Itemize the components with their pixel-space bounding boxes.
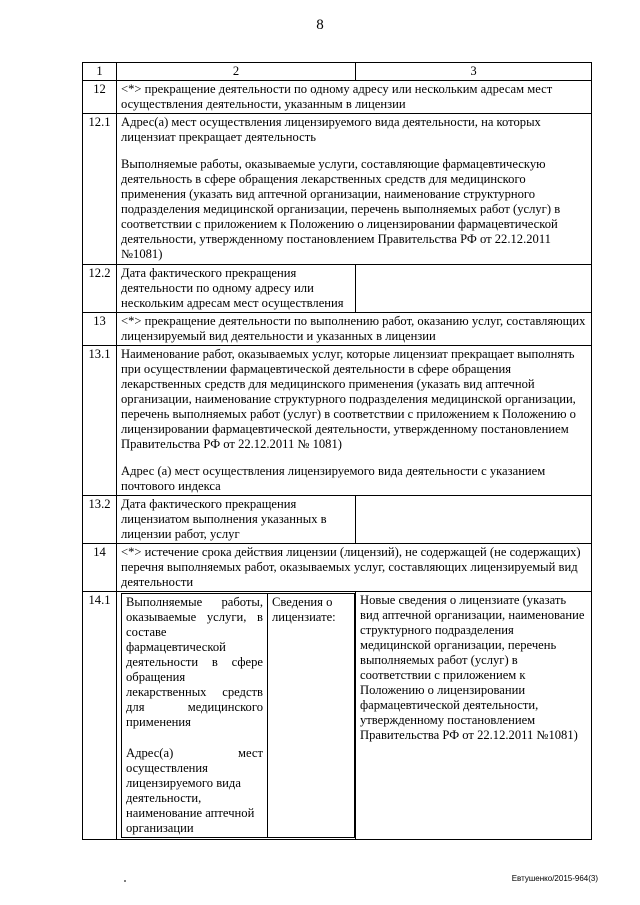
row-13-1 — [83, 346, 592, 496]
row-number: 12.2 — [83, 265, 117, 313]
row-text: Адрес (а) мест осуществления лицензируемого вида деятельности с указанием почтового индекса — [121, 464, 546, 493]
row-text: Адрес(а) мест осуществления лицензируемого вида деятельности, на которых лицензиат прекращает деятельность — [121, 115, 541, 144]
row-number: 13.1 — [83, 346, 117, 496]
row-text: Дата фактического прекращения лицензиатом выполнения указанных в лицензии работ, услуг — [117, 496, 356, 544]
address-label: Адрес(а) — [126, 746, 174, 760]
column-header-row — [83, 63, 592, 81]
row-number: 14.1 — [83, 592, 117, 840]
column-header-2: 2 — [117, 63, 356, 81]
form-table — [82, 62, 592, 840]
row-text: Дата фактического прекращения деятельности по одному адресу или нескольким адресам мест осуществления — [117, 265, 356, 313]
row-12-2 — [83, 265, 592, 313]
row-number: 13.2 — [83, 496, 117, 544]
row-14 — [83, 544, 592, 592]
row-13 — [83, 313, 592, 346]
row-number: 14 — [83, 544, 117, 592]
row-13-2 — [83, 496, 592, 544]
page-number: 8 — [316, 17, 324, 33]
row-12 — [83, 81, 592, 114]
scan-speck — [124, 880, 126, 882]
value-cell — [356, 496, 592, 544]
column-header-1: 1 — [83, 63, 117, 81]
row-number: 12.1 — [83, 114, 117, 265]
column-header-3: 3 — [356, 63, 592, 81]
services-text: Выполняемые работы, оказываемые услуги, в составе фармацевтической деятельности в сфере обращения лекарственных средств для медицинского применения — [126, 595, 263, 729]
new-licensee-info-text: Новые сведения о лицензиате (указать вид аптечной организации, наименование структурного подразделения медицинской организации, перечень выполняемых работ (услуг) в соответствии с приложением к Положению о лицензировании фармацевтической деятельности, утвержденному постановлением Правительства РФ от 22.12.2011 №1081) — [356, 592, 592, 840]
row-14-1 — [83, 592, 592, 840]
row-12-1 — [83, 114, 592, 265]
row-text: Выполняемые работы, оказываемые услуги, составляющие фармацевтическую деятельность в сфере обращения лекарственных средств для медицинского применения (указать вид аптечной организации, наименование структурного подразделения медицинской организации, перечень выполняемых работ (услуг) в соответствии с приложением к Положению о лицензировании фармацевтической деятельности, утвержденному постановлением Правительства РФ от 22.12.2011 №1081) — [121, 157, 561, 261]
row-number: 12 — [83, 81, 117, 114]
address-label-cont: мест — [238, 746, 263, 760]
document-footer: Евтушенко/2015-964(3) — [511, 874, 598, 883]
row-number: 13 — [83, 313, 117, 346]
value-cell — [356, 265, 592, 313]
address-text: осуществления лицензируемого вида деятельности, наименование аптечной организации — [126, 761, 255, 835]
licensee-info-label: Сведения о лицензиате: — [268, 594, 355, 838]
row-text: <*> прекращение деятельности по выполнению работ, оказанию услуг, составляющих лицензируемый вид деятельности и указанных в лицензии — [117, 313, 592, 346]
row-text: <*> прекращение деятельности по одному адресу или нескольким адресам мест осуществления деятельности, указанным в лицензии — [117, 81, 592, 114]
row-text: <*> истечение срока действия лицензии (лицензий), не содержащей (не содержащих) перечня выполняемых работ, оказываемых услуг, составляющих лицензируемый вид деятельности — [117, 544, 592, 592]
row-text: Наименование работ, оказываемых услуг, которые лицензиат прекращает выполнять при осуществлении фармацевтической деятельности в сфере обращения лекарственных средств для медицинского применения (указать вид аптечной организации, наименование структурного подразделения медицинской организации, перечень выполняемых работ (услуг) в соответствии с приложением к Положению о лицензировании фармацевтической деятельности, утвержденному постановлением Правительства РФ от 22.12.2011 № 1081) — [121, 347, 576, 451]
